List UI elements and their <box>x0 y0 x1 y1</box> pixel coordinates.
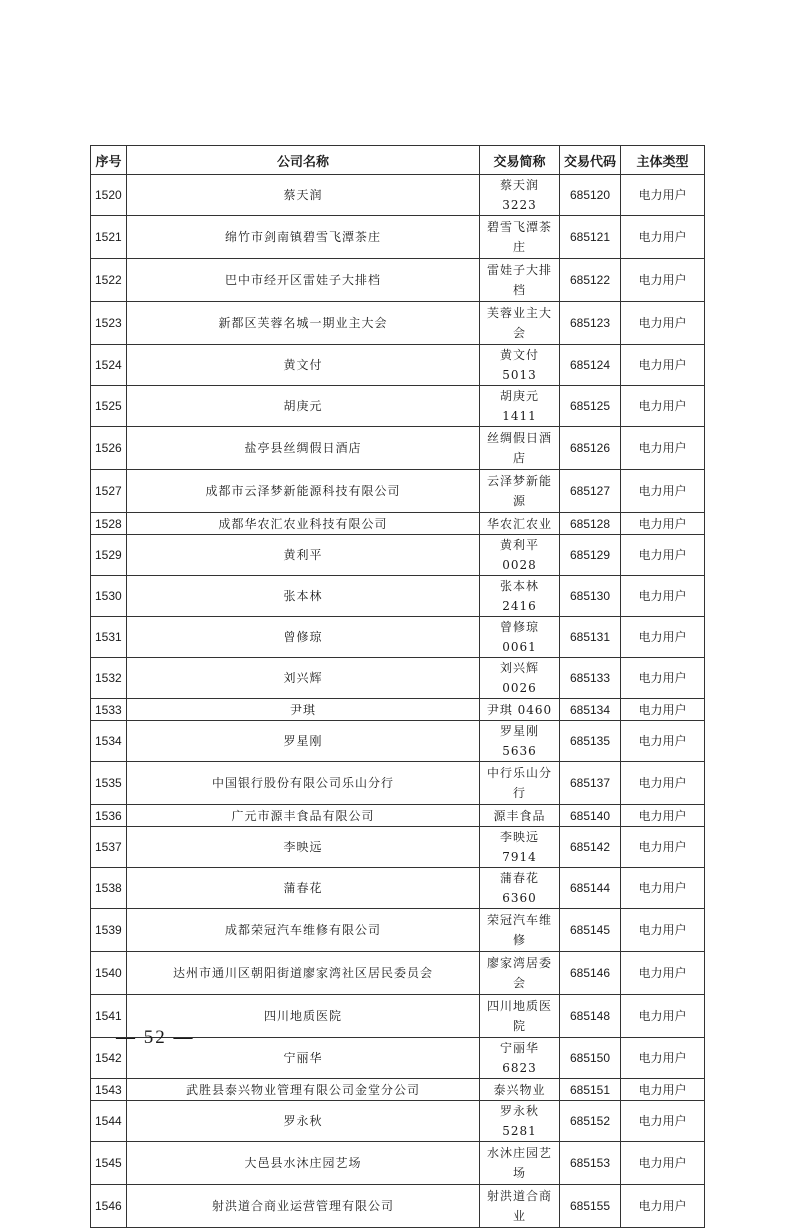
table-row <box>91 535 705 576</box>
table-row <box>91 952 705 995</box>
cell-company-name: 蔡天润 <box>127 175 480 216</box>
cell-entity-type: 电力用户 <box>621 259 705 302</box>
cell-trade-abbr: 华农汇农业 <box>480 513 560 535</box>
table-row <box>91 427 705 470</box>
cell-trade-code: 685126 <box>560 427 621 470</box>
table-row <box>91 909 705 952</box>
cell-seq: 1544 <box>91 1101 127 1142</box>
cell-seq: 1528 <box>91 513 127 535</box>
cell-trade-abbr: 中行乐山分行 <box>480 762 560 805</box>
cell-entity-type: 电力用户 <box>621 868 705 909</box>
cell-trade-abbr: 罗星刚 5636 <box>480 721 560 762</box>
cell-trade-code: 685146 <box>560 952 621 995</box>
header-trade-abbr: 交易简称 <box>480 146 560 175</box>
cell-company-name: 成都华农汇农业科技有限公司 <box>127 513 480 535</box>
cell-seq: 1540 <box>91 952 127 995</box>
table-row <box>91 805 705 827</box>
cell-trade-abbr: 宁丽华 6823 <box>480 1038 560 1079</box>
cell-trade-code: 685120 <box>560 175 621 216</box>
cell-entity-type: 电力用户 <box>621 216 705 259</box>
cell-trade-abbr: 源丰食品 <box>480 805 560 827</box>
cell-trade-abbr: 张本林 2416 <box>480 576 560 617</box>
cell-entity-type: 电力用户 <box>621 427 705 470</box>
cell-entity-type: 电力用户 <box>621 513 705 535</box>
cell-trade-abbr: 芙蓉业主大会 <box>480 302 560 345</box>
table-row <box>91 1079 705 1101</box>
cell-entity-type: 电力用户 <box>621 175 705 216</box>
cell-trade-code: 685127 <box>560 470 621 513</box>
cell-trade-code: 685125 <box>560 386 621 427</box>
cell-seq: 1533 <box>91 699 127 721</box>
cell-trade-code: 685121 <box>560 216 621 259</box>
cell-trade-code: 685131 <box>560 617 621 658</box>
header-entity-type: 主体类型 <box>621 146 705 175</box>
cell-entity-type: 电力用户 <box>621 1038 705 1079</box>
cell-company-name: 罗永秋 <box>127 1101 480 1142</box>
cell-trade-code: 685144 <box>560 868 621 909</box>
cell-company-name: 胡庚元 <box>127 386 480 427</box>
table-row <box>91 386 705 427</box>
table-row <box>91 576 705 617</box>
cell-company-name: 刘兴辉 <box>127 658 480 699</box>
cell-trade-abbr: 尹琪 0460 <box>480 699 560 721</box>
cell-company-name: 黄利平 <box>127 535 480 576</box>
cell-trade-code: 685129 <box>560 535 621 576</box>
cell-trade-code: 685135 <box>560 721 621 762</box>
cell-entity-type: 电力用户 <box>621 1079 705 1101</box>
table-row <box>91 827 705 868</box>
cell-seq: 1543 <box>91 1079 127 1101</box>
table-row <box>91 658 705 699</box>
cell-seq: 1535 <box>91 762 127 805</box>
cell-seq: 1542 <box>91 1038 127 1079</box>
cell-seq: 1523 <box>91 302 127 345</box>
cell-trade-abbr: 蒲春花 6360 <box>480 868 560 909</box>
cell-seq: 1534 <box>91 721 127 762</box>
cell-trade-code: 685151 <box>560 1079 621 1101</box>
cell-seq: 1538 <box>91 868 127 909</box>
cell-company-name: 巴中市经开区雷娃子大排档 <box>127 259 480 302</box>
cell-entity-type: 电力用户 <box>621 721 705 762</box>
header-trade-code: 交易代码 <box>560 146 621 175</box>
cell-company-name: 大邑县水沐庄园艺场 <box>127 1142 480 1185</box>
cell-trade-abbr: 廖家湾居委会 <box>480 952 560 995</box>
cell-entity-type: 电力用户 <box>621 827 705 868</box>
cell-entity-type: 电力用户 <box>621 535 705 576</box>
cell-trade-code: 685124 <box>560 345 621 386</box>
cell-trade-abbr: 黄利平 0028 <box>480 535 560 576</box>
cell-company-name: 射洪道合商业运营管理有限公司 <box>127 1185 480 1228</box>
table-row <box>91 721 705 762</box>
cell-trade-abbr: 罗永秋 5281 <box>480 1101 560 1142</box>
cell-seq: 1526 <box>91 427 127 470</box>
table-row <box>91 259 705 302</box>
cell-company-name: 曾修琼 <box>127 617 480 658</box>
cell-company-name: 达州市通川区朝阳街道廖家湾社区居民委员会 <box>127 952 480 995</box>
table-row <box>91 216 705 259</box>
cell-company-name: 蒲春花 <box>127 868 480 909</box>
cell-seq: 1537 <box>91 827 127 868</box>
cell-trade-abbr: 云泽梦新能源 <box>480 470 560 513</box>
cell-trade-code: 685130 <box>560 576 621 617</box>
header-seq: 序号 <box>91 146 127 175</box>
cell-trade-abbr: 胡庚元 1411 <box>480 386 560 427</box>
table-row <box>91 175 705 216</box>
cell-trade-code: 685133 <box>560 658 621 699</box>
cell-entity-type: 电力用户 <box>621 658 705 699</box>
cell-trade-code: 685148 <box>560 995 621 1038</box>
table-row <box>91 345 705 386</box>
cell-entity-type: 电力用户 <box>621 386 705 427</box>
cell-seq: 1541 <box>91 995 127 1038</box>
cell-trade-abbr: 泰兴物业 <box>480 1079 560 1101</box>
cell-trade-abbr: 雷娃子大排档 <box>480 259 560 302</box>
cell-trade-abbr: 水沐庄园艺场 <box>480 1142 560 1185</box>
cell-company-name: 尹琪 <box>127 699 480 721</box>
cell-trade-abbr: 李映远 7914 <box>480 827 560 868</box>
cell-seq: 1527 <box>91 470 127 513</box>
table-row <box>91 513 705 535</box>
cell-entity-type: 电力用户 <box>621 762 705 805</box>
table-row <box>91 470 705 513</box>
cell-entity-type: 电力用户 <box>621 302 705 345</box>
cell-company-name: 盐亭县丝绸假日酒店 <box>127 427 480 470</box>
cell-company-name: 宁丽华 <box>127 1038 480 1079</box>
cell-trade-abbr: 黄文付 5013 <box>480 345 560 386</box>
cell-entity-type: 电力用户 <box>621 1142 705 1185</box>
cell-entity-type: 电力用户 <box>621 1185 705 1228</box>
cell-seq: 1522 <box>91 259 127 302</box>
cell-seq: 1546 <box>91 1185 127 1228</box>
cell-seq: 1520 <box>91 175 127 216</box>
cell-trade-code: 685142 <box>560 827 621 868</box>
cell-seq: 1524 <box>91 345 127 386</box>
cell-trade-abbr: 蔡天润 3223 <box>480 175 560 216</box>
table-row <box>91 868 705 909</box>
header-company-name: 公司名称 <box>127 146 480 175</box>
cell-trade-abbr: 四川地质医院 <box>480 995 560 1038</box>
cell-seq: 1531 <box>91 617 127 658</box>
cell-company-name: 黄文付 <box>127 345 480 386</box>
cell-company-name: 四川地质医院 <box>127 995 480 1038</box>
cell-seq: 1521 <box>91 216 127 259</box>
cell-company-name: 武胜县泰兴物业管理有限公司金堂分公司 <box>127 1079 480 1101</box>
cell-trade-abbr: 刘兴辉 0026 <box>480 658 560 699</box>
cell-entity-type: 电力用户 <box>621 909 705 952</box>
cell-company-name: 新都区芙蓉名城一期业主大会 <box>127 302 480 345</box>
table-row <box>91 1142 705 1185</box>
cell-trade-abbr: 射洪道合商业 <box>480 1185 560 1228</box>
cell-seq: 1539 <box>91 909 127 952</box>
registry-table <box>90 145 705 1228</box>
cell-entity-type: 电力用户 <box>621 1101 705 1142</box>
cell-trade-code: 685123 <box>560 302 621 345</box>
cell-entity-type: 电力用户 <box>621 617 705 658</box>
cell-trade-code: 685155 <box>560 1185 621 1228</box>
table-row <box>91 1101 705 1142</box>
cell-entity-type: 电力用户 <box>621 805 705 827</box>
cell-seq: 1530 <box>91 576 127 617</box>
cell-trade-code: 685140 <box>560 805 621 827</box>
cell-entity-type: 电力用户 <box>621 576 705 617</box>
cell-company-name: 张本林 <box>127 576 480 617</box>
cell-trade-abbr: 曾修琼 0061 <box>480 617 560 658</box>
cell-company-name: 绵竹市剑南镇碧雪飞潭茶庄 <box>127 216 480 259</box>
table-header-row <box>91 146 705 175</box>
cell-trade-code: 685152 <box>560 1101 621 1142</box>
cell-trade-abbr: 荣冠汽车维修 <box>480 909 560 952</box>
cell-entity-type: 电力用户 <box>621 699 705 721</box>
cell-trade-code: 685122 <box>560 259 621 302</box>
cell-trade-code: 685128 <box>560 513 621 535</box>
page-number: — 52 — <box>116 1027 195 1048</box>
cell-company-name: 成都荣冠汽车维修有限公司 <box>127 909 480 952</box>
cell-trade-code: 685134 <box>560 699 621 721</box>
table-row <box>91 617 705 658</box>
cell-seq: 1525 <box>91 386 127 427</box>
cell-company-name: 李映远 <box>127 827 480 868</box>
cell-entity-type: 电力用户 <box>621 995 705 1038</box>
cell-entity-type: 电力用户 <box>621 470 705 513</box>
cell-company-name: 成都市云泽梦新能源科技有限公司 <box>127 470 480 513</box>
cell-trade-code: 685150 <box>560 1038 621 1079</box>
cell-entity-type: 电力用户 <box>621 345 705 386</box>
cell-seq: 1536 <box>91 805 127 827</box>
cell-seq: 1545 <box>91 1142 127 1185</box>
cell-company-name: 罗星刚 <box>127 721 480 762</box>
cell-entity-type: 电力用户 <box>621 952 705 995</box>
cell-company-name: 中国银行股份有限公司乐山分行 <box>127 762 480 805</box>
cell-trade-code: 685137 <box>560 762 621 805</box>
cell-seq: 1532 <box>91 658 127 699</box>
table-row <box>91 302 705 345</box>
cell-seq: 1529 <box>91 535 127 576</box>
table-row <box>91 762 705 805</box>
cell-trade-code: 685153 <box>560 1142 621 1185</box>
table-row <box>91 1185 705 1228</box>
cell-trade-abbr: 碧雪飞潭茶庄 <box>480 216 560 259</box>
cell-company-name: 广元市源丰食品有限公司 <box>127 805 480 827</box>
cell-trade-code: 685145 <box>560 909 621 952</box>
table-row <box>91 699 705 721</box>
cell-trade-abbr: 丝绸假日酒店 <box>480 427 560 470</box>
